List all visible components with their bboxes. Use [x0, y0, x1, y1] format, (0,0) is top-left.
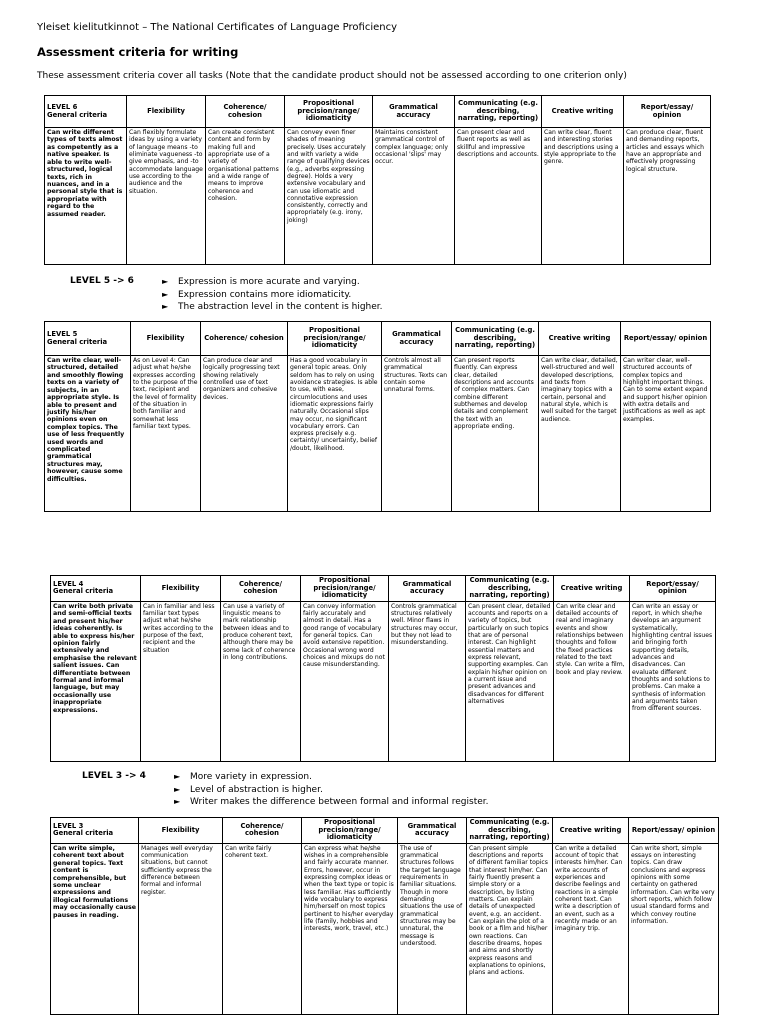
level-3-table: [50, 817, 719, 1015]
general-criteria-label: General criteria: [47, 337, 108, 346]
general-criteria-cell: Can write simple, coherent text about general topics. Text content is comprehensible, but some unclear expressions and illogical formulations may occasionally cause pauses in reading.: [51, 843, 139, 1014]
level-header: [51, 576, 141, 602]
criteria-cell: As on Level 4: Can adjust what he/she expresses according to the purpose of the text, recipient and the level of formality of the situation in both familiar and somewhat less familiar text types.: [131, 356, 201, 512]
general-criteria-cell: Can write different types of texts almost as competently as a native speaker. Is able to write well-structured, logical texts, rich in nuances, and in a personal style that is appropriate with regard to the assumed reader.: [45, 128, 127, 265]
column-header: Flexibility: [139, 818, 223, 844]
column-header: Coherence/ cohesion: [221, 576, 301, 602]
level-6-table: [44, 95, 711, 265]
criteria-cell: Has a good vocabulary in general topic areas. Only seldom has to rely on using avoidance strategies. Is able to use, with ease, circumlocutions and uses idiomatic expressions fairly naturally. Occasional slips may occur, no significant vocabulary errors. Can express precisely e.g. certainty/ uncertainty, belief /doubt, likelihood.: [288, 356, 382, 512]
transition-label: LEVEL 3 -> 4: [82, 771, 146, 781]
column-header: Communicating (e.g. describing, narrating, reporting): [467, 818, 553, 844]
criteria-cell: Can present simple descriptions and reports of different familiar topics that interest him/her. Can fairly fluently present a simple story or a description, by listing matters. Can explain details of unexpected event, e.g. an accident. Can explain the plot of a book or a film and his/her own reactions. Can describe dreams, hopes and aims and shortly express reasons and explanations to opinions, plans and actions.: [467, 843, 553, 1014]
column-header: Grammatical accuracy: [382, 322, 452, 356]
column-header: Creative writing: [539, 322, 621, 356]
list-item: [162, 289, 383, 302]
intro-text: These assessment criteria cover all tasks (Note that the candidate product should not be assessed according to one criterion only): [37, 71, 627, 81]
level-4-table: [50, 575, 716, 762]
criteria-cell: Controls almost all grammatical structures. Texts can contain some unnatural forms.: [382, 356, 452, 512]
criteria-cell: Can present clear and fluent reports as well as skillful and impressive descriptions and accounts.: [455, 128, 542, 265]
transition-item-text: The abstraction level in the content is higher.: [178, 302, 383, 312]
criteria-cell: Can create consistent content and form by making full and appropriate use of a variety of organisational patterns and a wide range of means to improve coherence and cohesion.: [206, 128, 285, 265]
column-header: Grammatical accuracy: [389, 576, 466, 602]
column-header: Communicating (e.g. describing, narrating, reporting): [455, 96, 542, 128]
column-header: Flexibility: [127, 96, 206, 128]
column-header: Report/essay/ opinion: [624, 96, 711, 128]
column-header: Coherence/ cohesion: [206, 96, 285, 128]
transition-item-text: Level of abstraction is higher.: [190, 784, 323, 795]
list-item: [174, 771, 489, 784]
level-5-table: [44, 321, 711, 512]
column-header: Creative writing: [554, 576, 630, 602]
column-header: Propositional precision/range/ idiomaticity: [288, 322, 382, 356]
column-header: Grammatical accuracy: [398, 818, 467, 844]
level-label: LEVEL 6: [47, 102, 78, 111]
criteria-cell: Can write clear, fluent and interesting stories and descriptions using a style appropriate to the genre.: [542, 128, 624, 265]
level-header: [45, 322, 131, 356]
page-title: Assessment criteria for writing: [37, 45, 239, 59]
column-header: Creative writing: [553, 818, 629, 844]
level-label: LEVEL 5: [47, 329, 78, 338]
criteria-cell: Can flexibly formulate ideas by using a variety of language means -to eliminate vagueness -to give emphasis, and -to accommodate language use according to the audience and the situation.: [127, 128, 206, 265]
criteria-cell: The use of grammatical structures follows the target language requirements in familiar situations. Though in more demanding situations the use of grammatical structures may be unnatural, the message is understood.: [398, 843, 467, 1014]
column-header: Report/essay/ opinion: [630, 576, 716, 602]
bullet-icon: ►: [162, 277, 169, 286]
criteria-cell: Can present clear, detailed accounts and reports on a variety of topics, but particularly on such topics that are of personal interest. Can highlight essential matters and express relevant, supporting examples. Can explain his/her opinion on a current issue and present advances and disadvances for different alternatives: [466, 601, 554, 761]
criteria-cell: Can write an essay or report, in which she/he develops an argument systematically, highlighting central issues and bringing forth supporting details, advances and disadvances. Can evaluate different thoughts and solutions to problems. Can make a synthesis of information and arguments taken from different sources.: [630, 601, 716, 761]
criteria-cell: Can produce clear, fluent and demanding reports, articles and essays which have an appropriate and effectively progressing logical structure.: [624, 128, 711, 265]
criteria-cell: Maintains consistent grammatical control of complex language; only occasional 'slips' may occur.: [373, 128, 455, 265]
criteria-cell: Can write a detailed account of topic that interests him/her. Can write accounts of experiences and describe feelings and reactions in a simple coherent text. Can write a description of an event, such as a recently made or an imaginary trip.: [553, 843, 629, 1014]
transition-item-text: More variety in expression.: [190, 772, 312, 782]
document-header: Yleiset kielitutkinnot – The National Certificates of Language Proficiency: [37, 22, 398, 33]
criteria-cell: Can write short, simple essays on interesting topics. Can draw conclusions and express opinions with some certainty on gathered information. Can write very short reports, which follow usual standard forms and which convey routine information.: [629, 843, 719, 1014]
level-header: [45, 96, 127, 128]
list-item: [162, 301, 383, 314]
general-criteria-label: General criteria: [53, 587, 114, 596]
level-label: LEVEL 3: [53, 821, 84, 830]
bullet-icon: ►: [174, 772, 181, 781]
column-header: Propositional precision/range/ idiomaticity: [302, 818, 398, 844]
bullet-icon: ►: [174, 797, 181, 806]
column-header: Propositional precision/range/ idiomaticity: [301, 576, 389, 602]
criteria-cell: Can write clear, detailed, well-structured and well developed descriptions, and texts from imaginary topics with a certain, personal and natural style, which is well suited for the target audience.: [539, 356, 621, 512]
transition-item-text: Writer makes the difference between formal and informal register.: [190, 797, 489, 807]
column-header: Flexibility: [131, 322, 201, 356]
criteria-cell: Manages well everyday communication situations, but cannot sufficiently express the difference between formal and informal register.: [139, 843, 223, 1014]
list-item: [174, 796, 489, 809]
column-header: Report/essay/ opinion: [621, 322, 711, 356]
bullet-icon: ►: [162, 289, 169, 299]
bullet-icon: ►: [174, 784, 181, 794]
column-header: Creative writing: [542, 96, 624, 128]
criteria-cell: Can present reports fluently. Can express clear, detailed descriptions and accounts of complex matters. Can combine different subthemes and develop details and complement the text with an appropriate ending.: [452, 356, 539, 512]
list-item: [174, 784, 489, 797]
column-header: Communicating (e.g. describing, narrating, reporting): [466, 576, 554, 602]
bullet-icon: ►: [162, 302, 169, 311]
transition-item-text: Expression contains more idiomaticity.: [178, 289, 352, 300]
transition-item-text: Expression is more acurate and varying.: [178, 277, 360, 287]
column-header: Coherence/ cohesion: [201, 322, 288, 356]
transition-list: [162, 276, 383, 314]
column-header: Report/essay/ opinion: [629, 818, 719, 844]
criteria-cell: Can produce clear and logically progressing text showing relatively controlled use of text organizers and cohesive devices.: [201, 356, 288, 512]
criteria-cell: Can convey even finer shades of meaning precisely. Uses accurately and with variety a wide range of qualifying devices (e.g., adverbs expressing degree). Holds a very extensive vocabulary and can use idiomatic and connotative expression consistently, correctly and appropriately (e.g. irony, joking): [285, 128, 373, 265]
criteria-cell: Can express what he/she wishes in a comprehensible and fairly accurate manner. Errors, however, occur in expressing complex ideas or when the text type or topic is less familiar. Has sufficiently wide vocabulary to express him/herself on most topics pertinent to his/her everyday life (family, hobbies and interests, work, travel, etc.): [302, 843, 398, 1014]
list-item: [162, 276, 383, 289]
column-header: Flexibility: [141, 576, 221, 602]
column-header: Communicating (e.g. describing, narrating, reporting): [452, 322, 539, 356]
criteria-cell: Can convey information fairly accurately and almost in detail. Has a good range of vocabulary for general topics. Can avoid extensive repetition. Occasional wrong word choices and mixups do not cause misunderstanding.: [301, 601, 389, 761]
column-header: Grammatical accuracy: [373, 96, 455, 128]
criteria-cell: Can write clear and detailed accounts of real and imaginary events and show relationships between thoughts and follow the fixed practices related to the text style. Can write a film, book and play review.: [554, 601, 630, 761]
level-header: [51, 818, 139, 844]
transition-label: LEVEL 5 -> 6: [70, 276, 134, 286]
general-criteria-label: General criteria: [53, 829, 114, 838]
column-header: Propositional precision/range/ idiomaticity: [285, 96, 373, 128]
general-criteria-label: General criteria: [47, 110, 108, 119]
general-criteria-cell: Can write both private and semi-official texts and present his/her ideas coherently. Is able to express his/her opinion fairly extensively and emphasise the relevant salient issues. Can differentiate between formal and informal language, but may occasionally use inappropriate expressions.: [51, 601, 141, 761]
criteria-cell: Controls grammatical structures relatively well. Minor flaws in structures may occur, but they not lead to misunderstanding.: [389, 601, 466, 761]
criteria-cell: Can in familiar and less familiar text types adjust what he/she writes according to the purpose of the text, recipient and the situation: [141, 601, 221, 761]
general-criteria-cell: Can write clear, well-structured, detailed and smoothly flowing texts on a variety of subjects, in an appropriate style. Is able to present and justify his/her opinions even on complex topics. The use of less frequently used words and complicated grammatical structures may, however, cause some difficulties.: [45, 356, 131, 512]
transition-list: [174, 771, 489, 809]
criteria-cell: Can write fairly coherent text.: [223, 843, 302, 1014]
column-header: Coherence/ cohesion: [223, 818, 302, 844]
criteria-cell: Can writer clear, well-structured accounts of complex topics and highlight important things. Can to some extent expand and support his/her opinion with extra details and justifications as well as apt examples.: [621, 356, 711, 512]
level-label: LEVEL 4: [53, 579, 84, 588]
criteria-cell: Can use a variety of linguistic means to mark relationship between ideas and to produce coherent text, although there may be some lack of coherence in long contributions.: [221, 601, 301, 761]
